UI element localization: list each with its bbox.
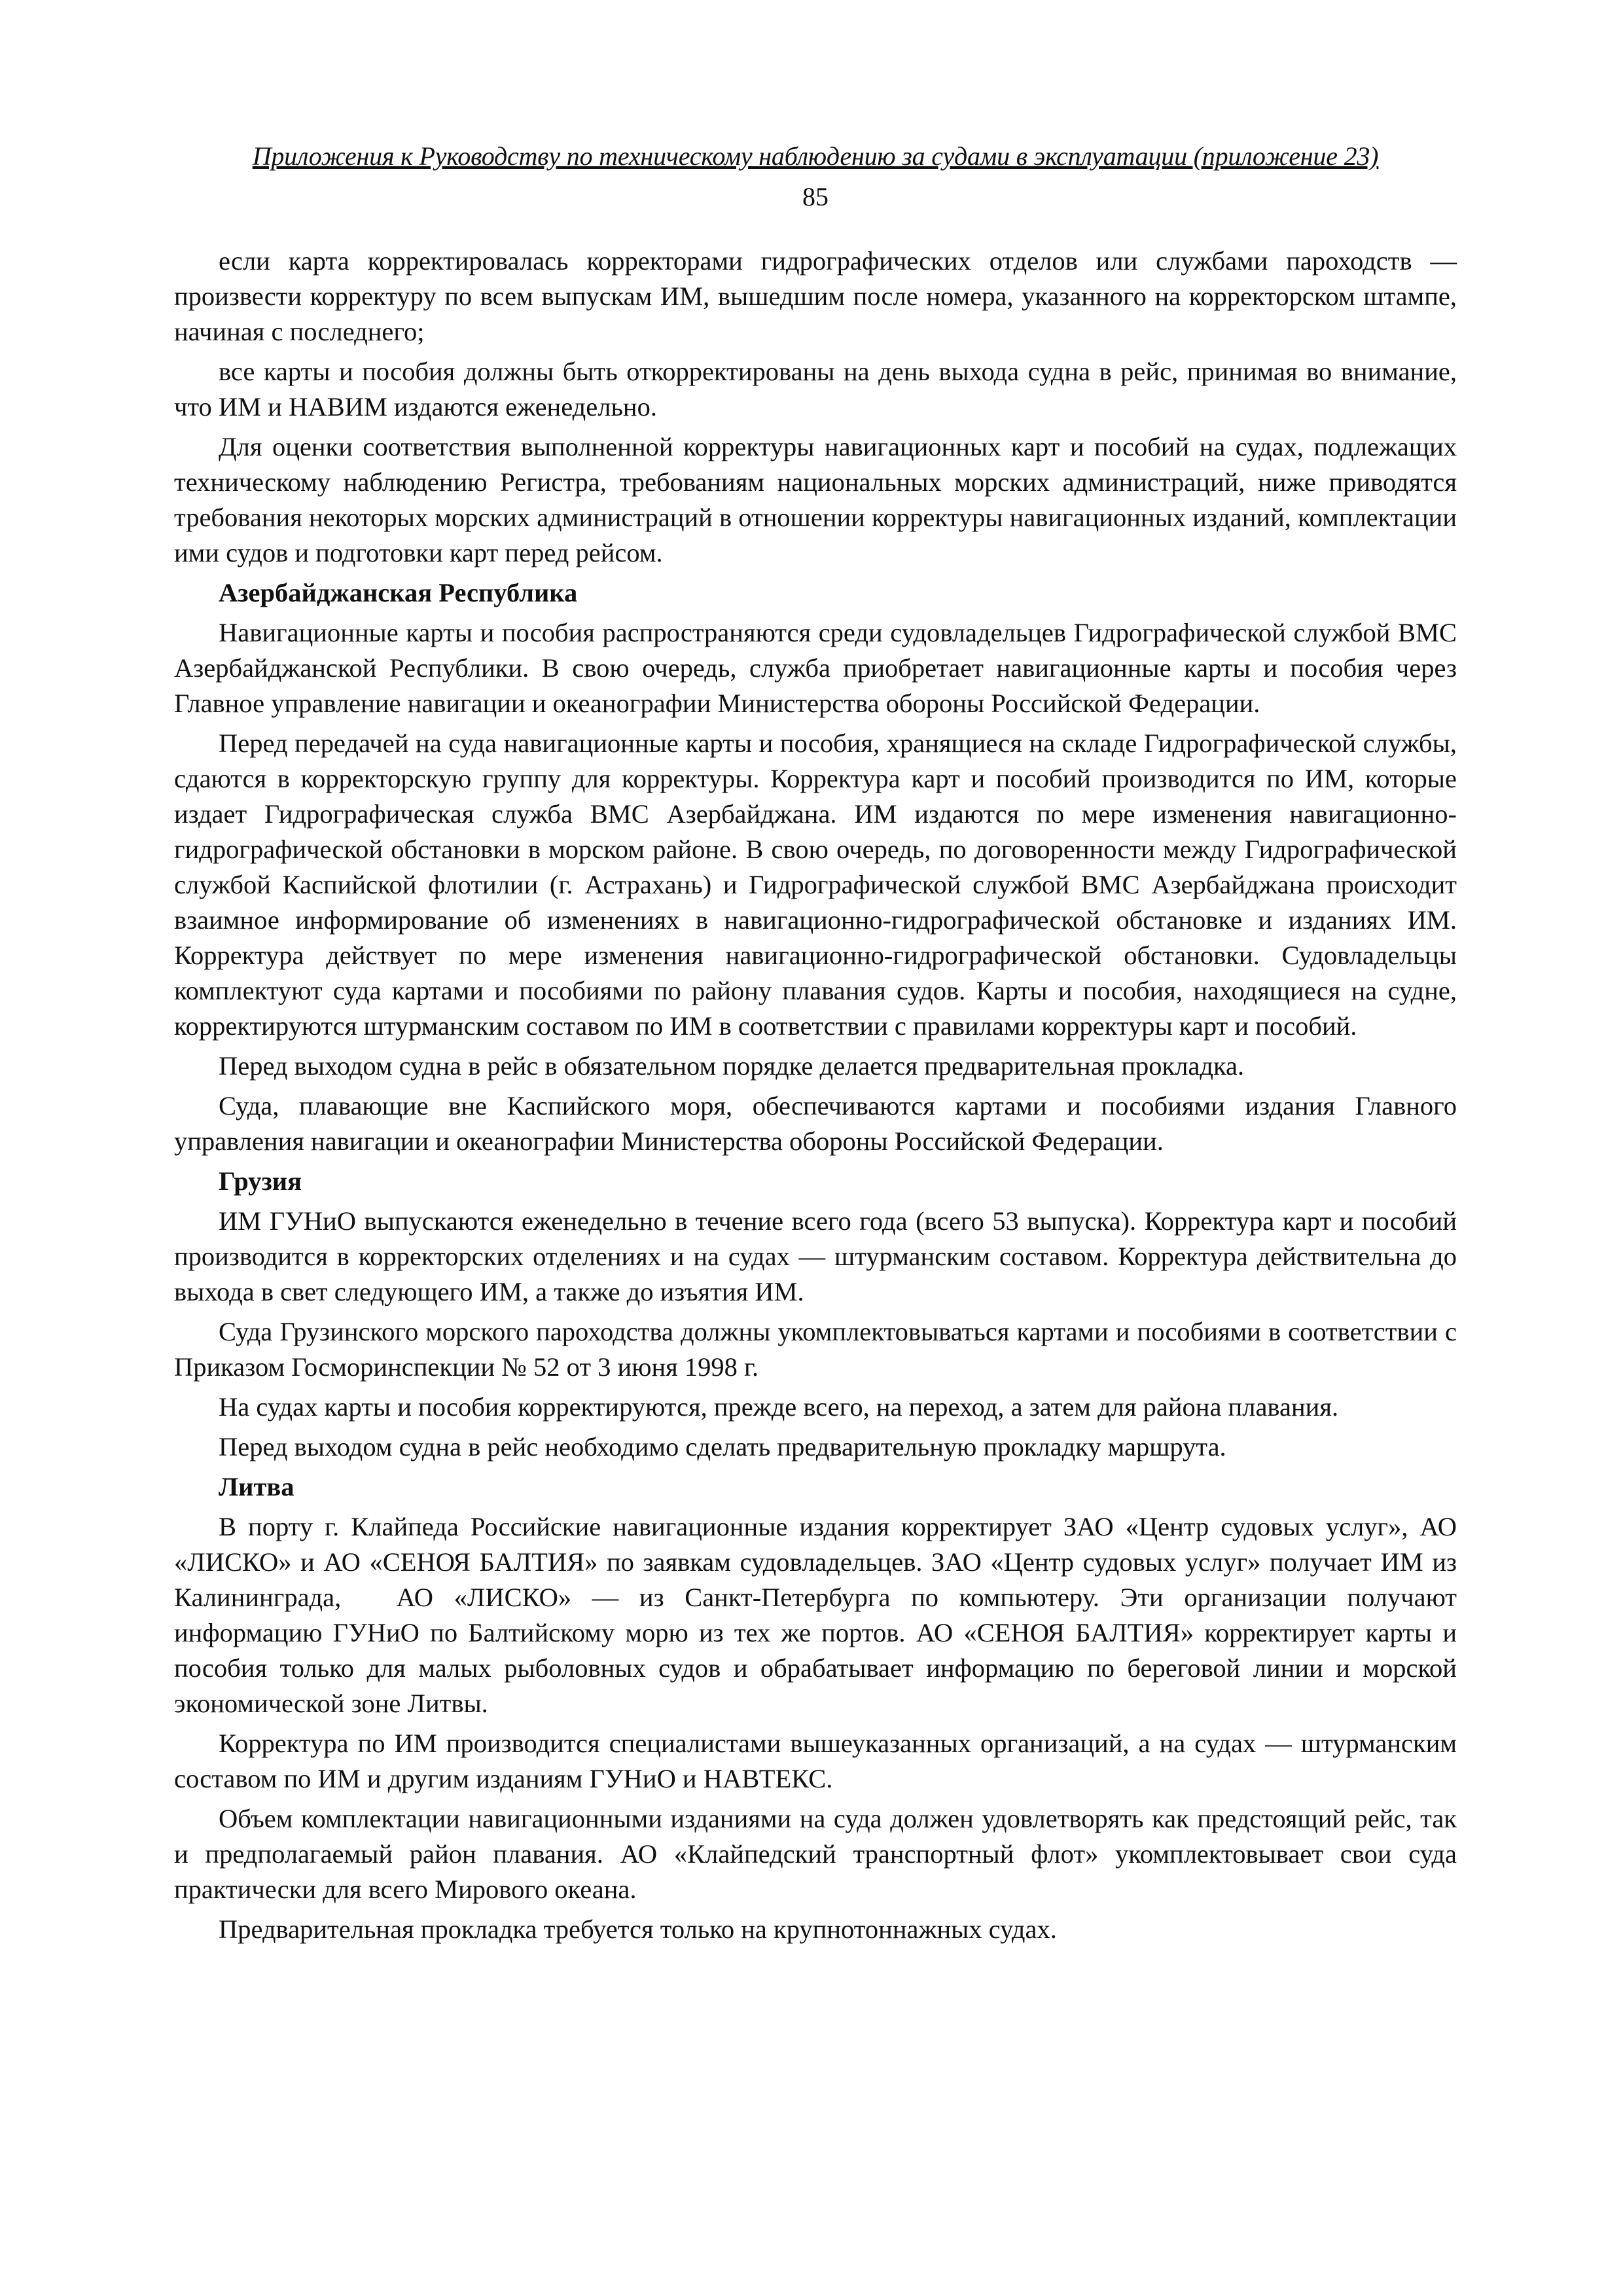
paragraph: Корректура по ИМ производится специалистами вышеуказанных организаций, а на судах — штурманским составом по ИМ и другим изданиям ГУНиО и НАВТЕКС. <box>174 1729 1457 1793</box>
paragraph: На судах карты и пособия корректируются, прежде всего, на переход, а затем для района плавания. <box>219 1392 1339 1422</box>
paragraph: Перед выходом судна в рейс в обязательном порядке делается предварительная прокладка. <box>219 1051 1245 1081</box>
section-heading-lithuania: Литва <box>219 1472 294 1501</box>
paragraph: Для оценки соответствия выполненной корректуры навигационных карт и пособий на судах, подлежащих техническому наблюдению Регистра, требованиям национальных морских администраций, ниже приводятся требования некоторых морских администраций в отношении корректуры навигационных изданий, комплектации ими судов и подготовки карт перед рейсом. <box>174 432 1457 567</box>
paragraph: если карта корректировалась корректорами гидрографических отделов или службами пароходств — произвести корректуру по всем выпускам ИМ, вышедшим после номера, указанного на корректорском штампе, начиная с последнего; <box>174 246 1457 346</box>
paragraph: Объем комплектации навигационными изданиями на суда должен удовлетворять как предстоящий рейс, так и предполагаемый район плавания. АО «Клайпедский транспортный флот» укомплектовывает свои суда практически для всего Мирового океана. <box>174 1804 1457 1904</box>
paragraph-part: АО «ЛИСКО» — из Санкт-Петербурга по компьютеру. Эти организации получают информацию ГУНиО по Балтийскому морю из тех же портов. АО «СЕНОЯ БАЛТИЯ» корректирует карты и пособия только для малых рыболовных судов и обрабатывает информацию по береговой линии и морской экономической зоне Литвы. <box>174 1583 1457 1718</box>
running-header: Приложения к Руководству по техническому наблюдению за судами в эксплуатации (приложение 23) <box>252 141 1379 171</box>
section-heading-georgia: Грузия <box>219 1166 302 1196</box>
paragraph: ИМ ГУНиО выпускаются еженедельно в течение всего года (всего 53 выпуска). Корректура карт и пособий производится в корректорских отделениях и на судах — штурманским составом. Корректура действительна до выхода в свет следующего ИМ, а также до изъятия ИМ. <box>174 1206 1457 1306</box>
paragraph: Суда, плавающие вне Каспийского моря, обеспечиваются картами и пособиями издания Главного управления навигации и океанографии Министерства обороны Российской Федерации. <box>174 1091 1457 1156</box>
paragraph: все карты и пособия должны быть откорректированы на день выхода судна в рейс, принимая во внимание, что ИМ и НАВИМ издаются еженедельно. <box>174 357 1457 422</box>
paragraph: Перед передачей на суда навигационные карты и пособия, хранящиеся на складе Гидрографической службы, сдаются в корректорскую группу для корректуры. Корректура карт и пособий производится по ИМ, которые издает Гидрографическая служба ВМС Азербайджана. ИМ издаются по мере изменения навигационно-гидрографической обстановки в морском районе. В свою очередь, по договоренности между Гидрографической службой Каспийской флотилии (г. Астрахань) и Гидрографической службой ВМС Азербайджана происходит взаимное информирование об изменениях в навигационно-гидрографической обстановке и изданиях ИМ. Корректура действует по мере изменения навигационно-гидрографической обстановки. Судовладельцы комплектуют суда картами и пособиями по району плавания судов. Карты и пособия, находящиеся на судне, корректируются штурманским составом по ИМ в соответствии с правилами корректуры карт и пособий. <box>174 728 1457 1041</box>
section-heading-azerbaijan: Азербайджанская Республика <box>219 578 578 607</box>
paragraph: Навигационные карты и пособия распространяются среди судовладельцев Гидрографической службой ВМС Азербайджанской Республики. В свою очередь, служба приобретает навигационные карты и пособия через Главное управление навигации и океанографии Министерства обороны Российской Федерации. <box>174 618 1457 718</box>
paragraph <box>174 1509 1457 1721</box>
document-page <box>174 140 1457 1952</box>
paragraph: Предварительная прокладка требуется только на крупнотоннажных судах. <box>219 1914 1057 1944</box>
paragraph: Суда Грузинского морского пароходства должны укомплектовываться картами и пособиями в соответствии с Приказом Госморинспекции № 52 от 3 июня 1998 г. <box>174 1317 1457 1382</box>
page-number: 85 <box>802 182 829 211</box>
paragraph: Перед выходом судна в рейс необходимо сделать предварительную прокладку маршрута. <box>219 1432 1226 1462</box>
paragraph-part: В порту г. Клайпеда Российские навигационные издания корректирует ЗАО «Центр судовых услуг», АО «ЛИСКО» и АО «СЕНОЯ БАЛТИЯ» по заявкам судовладельцев. ЗАО «Центр судовых услуг» получает ИМ из Калининграда, <box>174 1512 1457 1612</box>
document-body <box>174 243 1457 1947</box>
